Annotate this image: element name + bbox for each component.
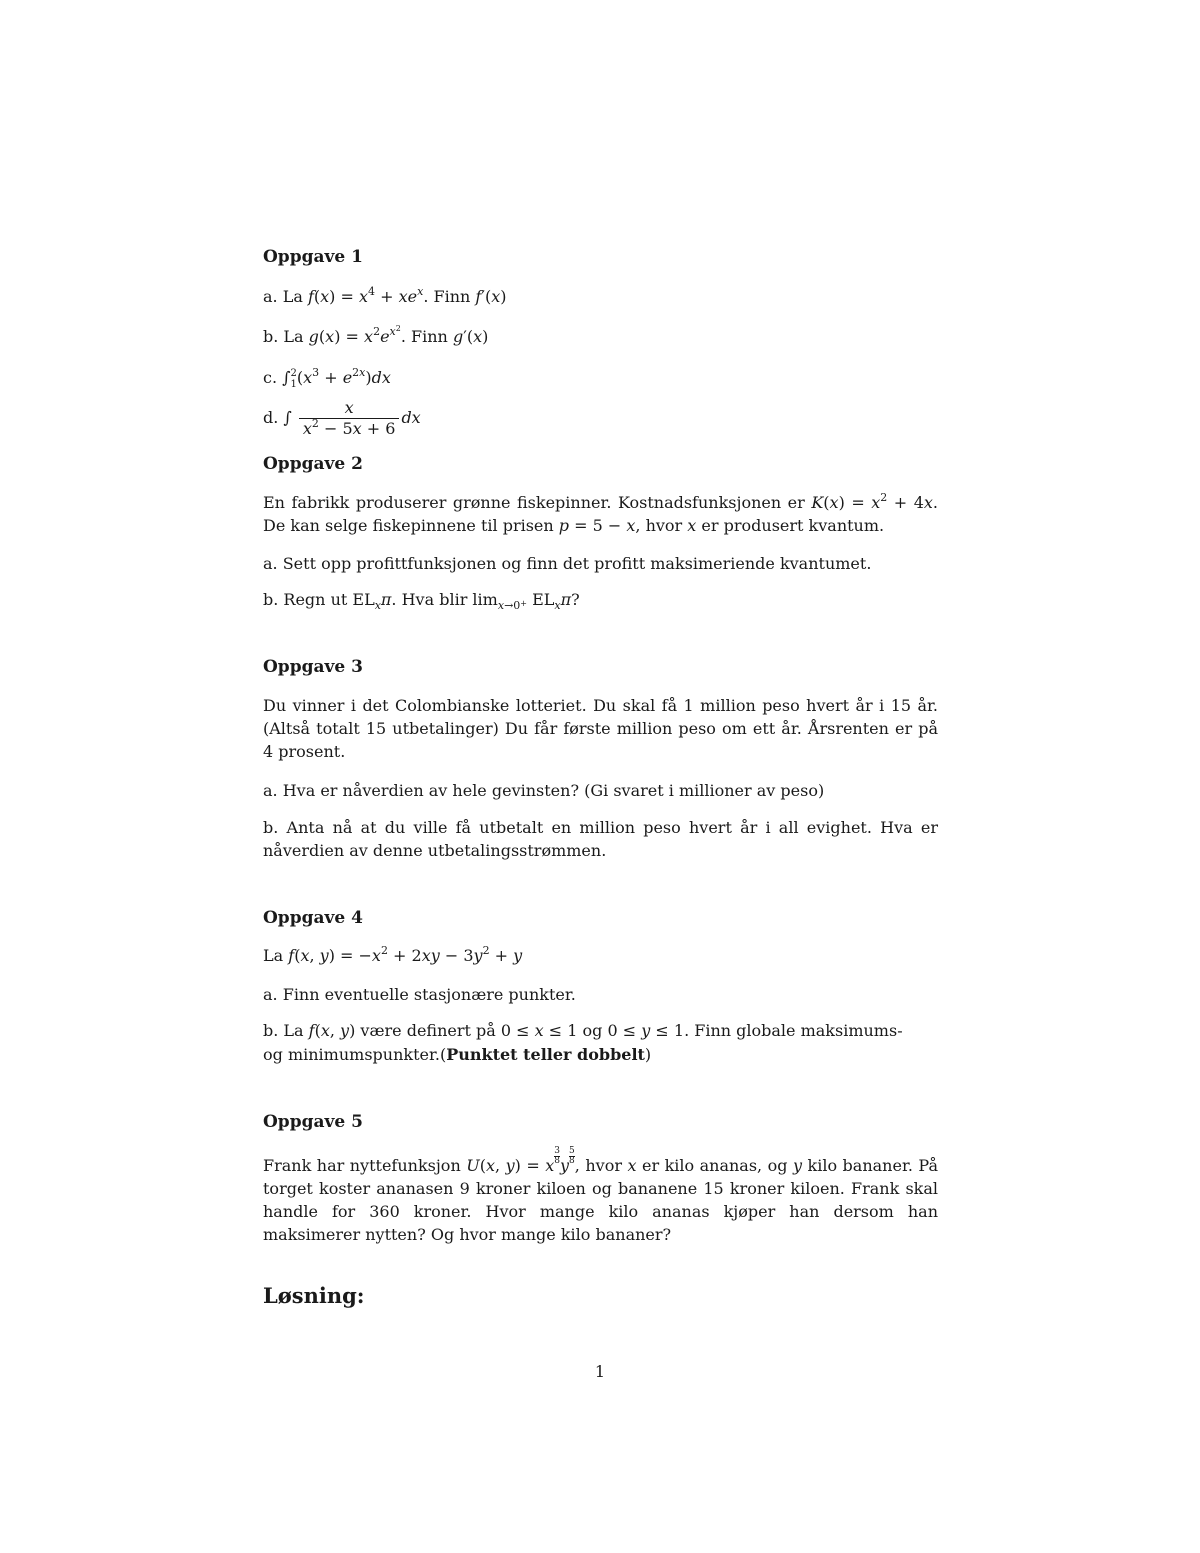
oppgave1-heading: Oppgave 1 [263, 247, 363, 267]
oppgave3-heading: Oppgave 3 [263, 657, 363, 677]
oppgave4-b-line2: og minimumspunkter.(Punktet teller dobbelt) [263, 1045, 652, 1064]
oppgave4-intro: La f(x, $y) = -x^2 + 2xy - 3y^2 + y$ [263, 944, 523, 965]
oppgave2-a: a. Sett opp profittfunksjonen og finn det profitt maksimeriende kvantumet. [263, 554, 872, 573]
oppgave1-b: b. La $g(x) = x^2e^{x^2}$. Finn g′(x) [263, 324, 489, 346]
oppgave1-d: d. ∫ $\frac{x}{x^2 - 5x + 6}$ dx [263, 398, 421, 438]
page-number: 1 [594, 1362, 606, 1381]
oppgave4-b-line1: b. La f(x, y) være definert på 0 ≤ x ≤ 1 og 0 ≤ y ≤ 1. Finn globale maksimums- [263, 1021, 903, 1040]
oppgave3-b: b. Anta nå at du ville få utbetalt en million peso hvert år i all evighet. Hva er nåverdien av denne utbetalingsstrømmen. [263, 818, 938, 860]
oppgave1-a: a. La $f(x) = x^4 + xe^x$. Finn f′(x) [263, 285, 507, 306]
oppgave2-heading: Oppgave 2 [263, 454, 363, 474]
oppgave1-c: c. ∫ 2 1 $(x^3 + e^{2x})dx$ [263, 366, 391, 390]
oppgave2-b: b. Regn ut $EL_x\pi$. Hva blir $\lim_{x\to 0^+} EL_x\pi$? [263, 590, 580, 612]
oppgave5-text: Frank har nyttefunksjon U(x, y) = x $\frac{3}{8}$ y $\frac{5}{8}$ , hvor x er kilo ananas, og y kilo bananer. På torget koster ananasen 9 kroner kiloen og bananene 15 kroner kiloen. Frank skal handle for 360 kroner. Hvor mange kilo ananas kjøper han dersom han maksimerer nytten? Og hvor mange kilo bananer? [263, 1146, 938, 1244]
oppgave3-a: a. Hva er nåverdien av hele gevinsten? (Gi svaret i millioner av peso) [263, 781, 825, 800]
oppgave5-heading: Oppgave 5 [263, 1112, 363, 1132]
solution-heading: Løsning: [263, 1283, 365, 1308]
oppgave4-a: a. Finn eventuelle stasjonære punkter. [263, 985, 576, 1004]
fraction: $\frac{x}{x^2 - 5x + 6}$ [299, 398, 400, 439]
oppgave2-intro: En fabrikk produserer grønne fiskepinner. Kostnadsfunksjonen er $K(x) = x^2 + 4x$. De kan selge fiskepinnene til prisen p = 5 − x, hvor x er produsert kvantum. [263, 491, 938, 535]
oppgave4-heading: Oppgave 4 [263, 908, 363, 928]
oppgave3-intro: Du vinner i det Colombianske lotteriet. Du skal få 1 million peso hvert år i 15 år. (Altså totalt 15 utbetalinger) Du får første million peso om ett år. Årsrenten er på 4 prosent. [263, 696, 938, 761]
